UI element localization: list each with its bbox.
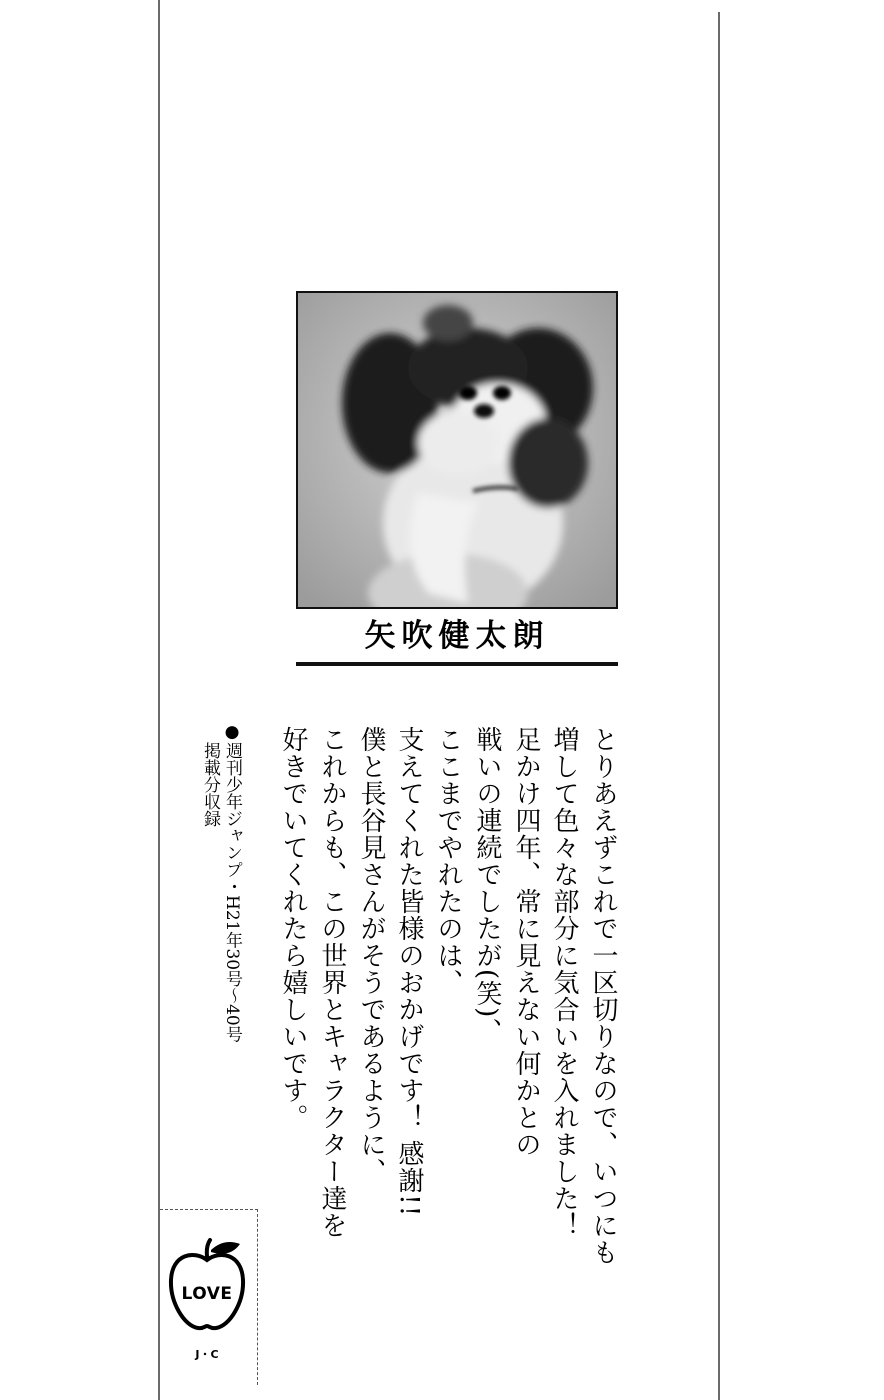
message-line: 僕と長谷見さんがそうであるように、 xyxy=(356,726,386,1185)
message-line: 戦いの連続でしたが(笑)、 xyxy=(472,726,502,1046)
message-line: ここまでやれたのは、 xyxy=(433,726,463,996)
message-line: とりあえずこれで一区切りなので、いつにも xyxy=(588,726,618,1266)
right-margin-rule xyxy=(718,12,720,1400)
message-line: 足かけ四年、常に見えない何かとの xyxy=(511,726,541,1158)
love-label: LOVE xyxy=(181,1284,233,1304)
message-line: 好きでいてくれたら嬉しいです。 xyxy=(278,726,308,1131)
left-margin-rule xyxy=(158,0,160,1400)
imprint-label: J・C xyxy=(195,1348,219,1361)
publication-note: ●週刊少年ジャンプ・H21年30号〜40号 xyxy=(222,722,242,1043)
publication-note-continued: 掲載分収録 xyxy=(200,742,220,827)
author-name-underline xyxy=(296,662,618,666)
author-name: 矢吹健太朗 xyxy=(364,618,550,654)
message-line: 支えてくれた皆様のおかげです！ 感謝!! xyxy=(394,726,424,1218)
message-line: これからも、この世界とキャラクター達を xyxy=(317,726,347,1239)
message-line: 増して色々な部分に気合いを入れました！ xyxy=(549,726,579,1239)
author-photo-dog xyxy=(296,291,618,609)
